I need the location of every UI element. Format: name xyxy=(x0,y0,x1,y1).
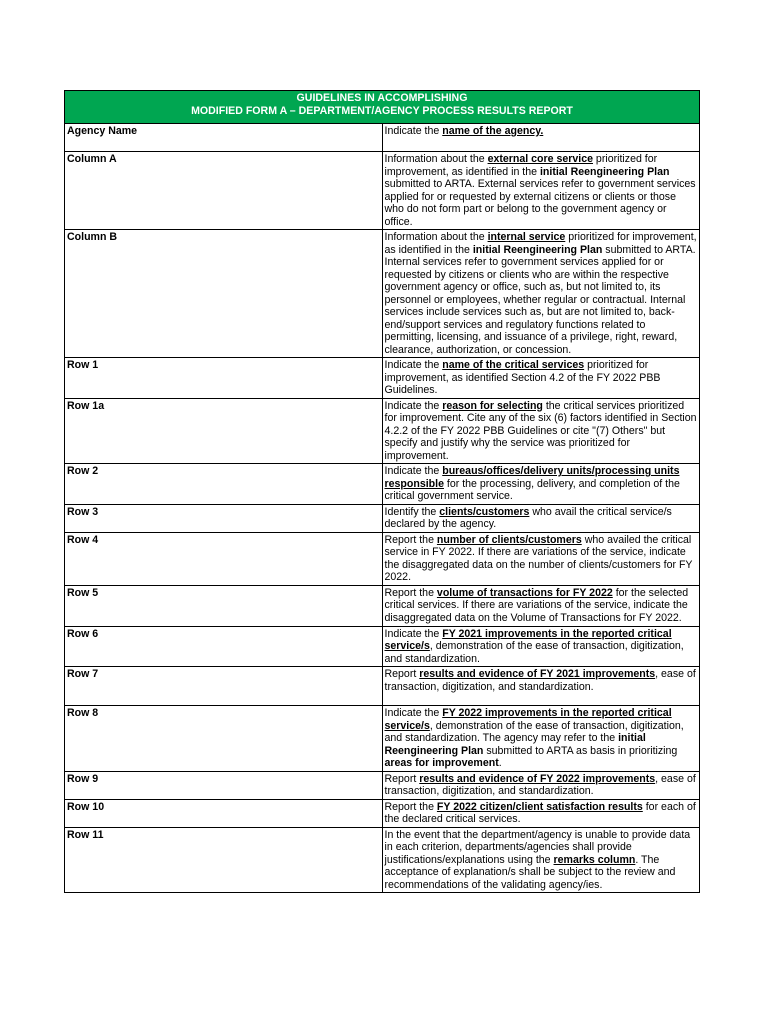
row-label: Agency Name xyxy=(65,124,383,152)
description-text: Indicate the xyxy=(384,707,443,719)
table-row xyxy=(65,504,700,532)
description-text: submitted to ARTA. External services refer to government services applied for or requested by external citizens or clients or those who do not form part or belong to the government agency or office. xyxy=(384,178,696,228)
table-row xyxy=(65,152,700,230)
table-header-row xyxy=(65,91,700,124)
row-description xyxy=(382,532,700,585)
description-text: Indicate the xyxy=(384,359,443,371)
description-text: prioritized for improvement, as identified Section 4.2 of the FY 2022 PBB Guidelines. xyxy=(384,359,661,396)
table-row xyxy=(65,799,700,827)
description-text: . The acceptance of explanation/s shall be subject to the review and recommendations of the validating agency/ies. xyxy=(384,853,676,891)
emphasis-underlined: internal service xyxy=(487,231,566,243)
description-text: prioritized for improvement, as identified in the xyxy=(384,153,658,178)
table-body xyxy=(65,124,700,893)
description-text: prioritized for improvement, as identified in the xyxy=(384,231,697,256)
emphasis-underlined: name of the critical services xyxy=(442,359,585,371)
emphasis-underlined: number of clients/customers xyxy=(436,533,582,546)
table-row xyxy=(65,585,700,626)
description-text: who avail the critical service/s declared by the agency. xyxy=(384,505,672,530)
row-label: Row 3 xyxy=(65,504,383,532)
row-label: Column A xyxy=(65,152,383,230)
description-text: Information about the xyxy=(384,153,488,165)
row-label: Row 2 xyxy=(65,464,383,505)
row-label: Row 5 xyxy=(65,585,383,626)
description-text: , demonstration of the ease of transaction, digitization, and standardization. The agency may refer to the xyxy=(384,719,684,744)
description-text: Indicate the xyxy=(384,627,443,640)
description-text: In the event that the department/agency is unable to provide data in each criterion, departments/agencies shall provide justifications/explanations using the xyxy=(384,828,691,866)
description-text: for the selected critical services. If there are variations of the service, indicate the disaggregated data on the Volume of Transactions for FY 2022. xyxy=(384,586,689,624)
row-label: Row 9 xyxy=(65,771,383,799)
header-line-1: GUIDELINES IN ACCOMPLISHING xyxy=(296,92,468,104)
row-label: Row 10 xyxy=(65,799,383,827)
row-description xyxy=(382,706,700,772)
emphasis-bold: areas for improvement xyxy=(384,757,499,769)
description-text: Identify the xyxy=(384,505,440,518)
table-row xyxy=(65,827,700,893)
description-text: Report xyxy=(384,668,420,680)
row-description xyxy=(382,152,700,230)
row-label: Row 6 xyxy=(65,626,383,667)
table-row xyxy=(65,667,700,706)
row-label: Row 1 xyxy=(65,358,383,399)
emphasis-underlined: FY 2021 improvements in the reported critical service/s xyxy=(384,627,672,652)
emphasis-bold: initial Reengineering Plan xyxy=(384,732,646,757)
emphasis-underlined: external core service xyxy=(487,153,593,165)
guidelines-table xyxy=(64,90,700,893)
table-row xyxy=(65,626,700,667)
description-text: Indicate the xyxy=(384,125,443,137)
emphasis-underlined: reason for selecting xyxy=(442,399,543,412)
row-description xyxy=(382,827,700,893)
emphasis-underlined: volume of transactions for FY 2022 xyxy=(436,586,613,599)
table-row xyxy=(65,398,700,464)
emphasis-underlined: results and evidence of FY 2022 improvements xyxy=(419,772,656,785)
description-text: for the processing, delivery, and completion of the critical government service. xyxy=(384,477,680,502)
emphasis-underlined: FY 2022 citizen/client satisfaction results xyxy=(436,800,643,813)
table-row xyxy=(65,706,700,772)
description-text: Report the xyxy=(384,586,437,599)
description-text: who availed the critical service in FY 2022. If there are variations of the service, indicate the disaggregated data on the number of clients/customers for FY 2022. xyxy=(384,533,693,583)
description-text: submitted to ARTA. Internal services refer to government services applied for or requested by citizens or clients who are within the respective government agency or office, such as, but not limited to, its personnel or employees, whether regular or contractual. Internal services include services such as, but are not limited to, back-end/support services and regulatory functions related to permitting, licensing, and issuance of a privilege, right, reward, clearance, authorization, or concession. xyxy=(384,243,696,356)
table-header xyxy=(65,91,700,124)
row-description xyxy=(382,585,700,626)
header-line-2: MODIFIED FORM A – DEPARTMENT/AGENCY PROCESS RESULTS REPORT xyxy=(191,104,573,117)
description-text: submitted to ARTA as basis in prioritizing xyxy=(483,744,678,757)
table-row xyxy=(65,358,700,399)
description-text: Indicate the xyxy=(384,399,443,412)
emphasis-underlined: results and evidence of FY 2021 improvements xyxy=(419,668,656,680)
description-text: for each of the declared critical services. xyxy=(384,800,696,825)
description-text: Indicate the xyxy=(384,465,443,477)
table-row xyxy=(65,532,700,585)
row-description xyxy=(382,771,700,799)
row-description xyxy=(382,504,700,532)
table-row xyxy=(65,124,700,152)
description-text: Report xyxy=(384,772,420,785)
table-row xyxy=(65,230,700,358)
description-text: , ease of transaction, digitization, and standardization. xyxy=(384,772,696,797)
description-text: . xyxy=(498,757,502,769)
description-text: the critical services prioritized for improvement. Cite any of the six (6) factors identified in Section 4.2.2 of the FY 2022 PBB Guidelines or cite "(7) Others" but specify and justify why the service was prioritized for improvement. xyxy=(384,399,697,462)
row-label: Row 8 xyxy=(65,706,383,772)
guidelines-sheet xyxy=(64,90,700,893)
row-description xyxy=(382,464,700,505)
row-description xyxy=(382,358,700,399)
description-text: , demonstration of the ease of transaction, digitization, and standardization. xyxy=(384,640,684,665)
row-description xyxy=(382,124,700,152)
row-description xyxy=(382,626,700,667)
description-text: Report the xyxy=(384,533,437,546)
description-text: Information about the xyxy=(384,231,488,243)
emphasis-bold: initial Reengineering Plan xyxy=(472,243,603,256)
row-label: Row 1a xyxy=(65,398,383,464)
emphasis-underlined: remarks column xyxy=(553,853,636,866)
description-text: , ease of transaction, digitization, and standardization. xyxy=(384,668,696,693)
emphasis-underlined: name of the agency. xyxy=(442,125,544,137)
row-label: Row 11 xyxy=(65,827,383,893)
emphasis-underlined: clients/customers xyxy=(439,505,530,518)
table-row xyxy=(65,771,700,799)
emphasis-underlined: bureaus/offices/delivery units/processing units responsible xyxy=(384,465,680,490)
row-description xyxy=(382,230,700,358)
row-description xyxy=(382,667,700,706)
row-label: Row 4 xyxy=(65,532,383,585)
emphasis-underlined: FY 2022 improvements in the reported critical service/s xyxy=(384,707,672,732)
description-text: Report the xyxy=(384,800,437,813)
row-label: Column B xyxy=(65,230,383,358)
row-description xyxy=(382,799,700,827)
emphasis-bold: initial Reengineering Plan xyxy=(539,165,670,178)
table-row xyxy=(65,464,700,505)
row-label: Row 7 xyxy=(65,667,383,706)
row-description xyxy=(382,398,700,464)
